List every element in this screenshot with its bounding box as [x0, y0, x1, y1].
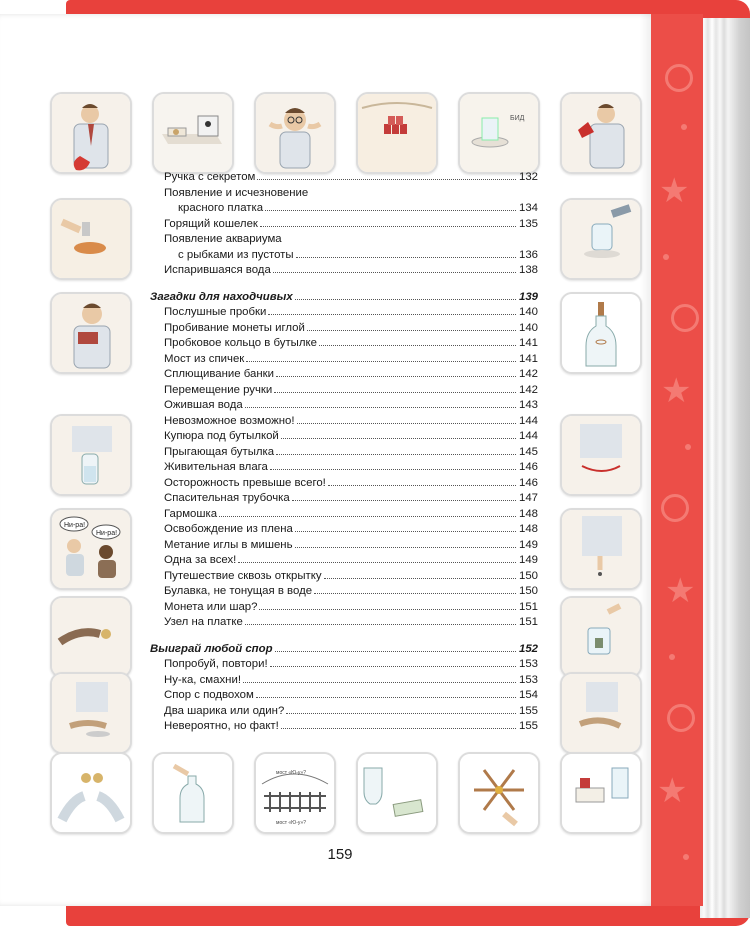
toc-page: 149 [518, 554, 538, 566]
leader-dots [246, 361, 516, 362]
toc-page: 140 [518, 306, 538, 318]
illustration-match-bridge [254, 752, 336, 834]
toc-title: Пробковое кольцо в бутылке [164, 337, 317, 349]
toc-section-heading[interactable] [150, 642, 538, 658]
leader-dots [256, 697, 516, 698]
toc-page: 148 [518, 507, 538, 520]
ring-icon [671, 304, 699, 332]
toc-entry[interactable] [150, 688, 538, 704]
illustration-magician-glasses [254, 92, 336, 174]
dot-icon [681, 124, 687, 130]
illustration-bottle-spray [152, 752, 234, 834]
toc-page: 145 [518, 445, 538, 458]
star-icon: ★ [659, 171, 690, 211]
ring-icon [667, 704, 695, 732]
leader-dots [238, 562, 516, 563]
toc-title: Гармошка [164, 507, 218, 520]
illustration-magician-point [560, 508, 642, 590]
leader-dots [319, 345, 516, 346]
page-number: 159 [327, 846, 353, 863]
toc-title: Ну-ка, смахни! [164, 673, 241, 686]
star-icon: ★ [661, 371, 692, 411]
section-title: Выиграй любой спор [150, 642, 273, 655]
toc-entry[interactable] [150, 170, 538, 186]
illustration-match-star [458, 752, 540, 834]
toc-page: 141 [518, 337, 538, 349]
toc-entry[interactable] [150, 569, 538, 585]
toc-title: Появление аквариума [164, 233, 282, 245]
illustration-coin-in-glass [560, 596, 642, 678]
toc-title: Булавка, не тонущая в воде [164, 585, 313, 597]
page-edges [700, 18, 750, 918]
toc-page: 151 [518, 616, 538, 628]
toc-title: Ожившая вода [164, 399, 243, 411]
toc-title: Спор с подвохом [164, 689, 254, 701]
toc-page: 144 [518, 430, 538, 442]
leader-dots [270, 469, 516, 470]
dot-icon [663, 254, 669, 260]
toc-title: Узел на платке [164, 616, 243, 628]
toc-title: Освобождение из плена [164, 523, 293, 535]
leader-dots [324, 578, 516, 579]
toc-title: Одна за всех! [164, 554, 237, 566]
toc-page: 135 [518, 217, 538, 230]
toc-entry[interactable] [150, 429, 538, 445]
leader-dots [296, 257, 516, 258]
toc-entry[interactable] [150, 201, 538, 217]
toc-title: Сплющивание банки [164, 368, 274, 380]
toc-entry[interactable] [150, 352, 538, 368]
leader-dots [292, 500, 516, 501]
toc-page: 147 [518, 492, 538, 504]
toc-page: 132 [518, 171, 538, 183]
toc-page: 146 [518, 461, 538, 473]
toc-entry[interactable] [150, 336, 538, 352]
leader-dots [295, 531, 516, 532]
leader-dots [281, 728, 516, 729]
toc-entry[interactable] [150, 476, 538, 492]
toc-title: Невероятно, но факт! [164, 720, 279, 732]
leader-dots [260, 226, 516, 227]
toc-page: 150 [518, 585, 538, 597]
leader-dots [328, 485, 516, 486]
leader-dots [243, 682, 516, 683]
toc-entry[interactable] [150, 460, 538, 476]
toc-entry[interactable] [150, 263, 538, 279]
toc-page: 136 [518, 248, 538, 261]
toc-entry[interactable] [150, 522, 538, 538]
toc-page: 146 [518, 476, 538, 489]
toc-section-heading[interactable] [150, 290, 538, 306]
toc-title: Метание иглы в мишень [164, 538, 293, 551]
section-page: 139 [518, 290, 538, 303]
speech-bubble-1: Ни-ра! [64, 522, 86, 529]
toc-entry[interactable] [150, 414, 538, 430]
leader-dots [274, 392, 516, 393]
section-page: 152 [518, 642, 538, 655]
toc-page: 144 [518, 414, 538, 427]
toc-entry[interactable] [150, 719, 538, 735]
leader-dots [273, 272, 516, 273]
bridge-label-top: мост «Ю-у»? [276, 770, 307, 776]
toc-entry[interactable] [150, 538, 538, 554]
leader-dots [268, 314, 516, 315]
leader-dots [297, 423, 517, 424]
leader-dots [295, 299, 516, 300]
toc-page: 141 [518, 352, 538, 365]
toc-entry[interactable] [150, 704, 538, 720]
illustration-bottle-hand [50, 414, 132, 496]
toc-entry[interactable] [150, 383, 538, 399]
toc-title: Горящий кошелек [164, 217, 258, 230]
dot-icon [669, 654, 675, 660]
illustration-hands-tool [560, 672, 642, 754]
leader-dots [257, 179, 516, 180]
toc-entry[interactable] [150, 367, 538, 383]
toc-page: 153 [518, 658, 538, 670]
toc-title: Ручка с секретом [164, 171, 256, 183]
toc-page: 155 [518, 720, 538, 732]
speech-bubble-2: Ни-ра! [96, 530, 118, 537]
toc-title: Испарившаяся вода [164, 264, 271, 276]
toc-title: Послушные пробки [164, 306, 267, 318]
toc-entry[interactable] [150, 321, 538, 337]
toc-title: Купюра под бутылкой [164, 430, 279, 442]
toc-title: красного платка [178, 202, 264, 214]
leader-dots [281, 438, 516, 439]
toc-page: 134 [518, 202, 538, 214]
toc-entry[interactable] [150, 657, 538, 673]
toc-page: 151 [518, 600, 538, 613]
toc-title: Монета или шар? [164, 600, 258, 613]
leader-dots [295, 547, 516, 548]
star-icon: ★ [665, 571, 696, 611]
toc-entry[interactable] [150, 600, 538, 616]
illustration-two-people-talking [50, 508, 132, 590]
toc-entry[interactable] [150, 398, 538, 414]
toc-title: Осторожность превыше всего! [164, 476, 326, 489]
toc-title: Живительная влага [164, 461, 268, 473]
toc-title: с рыбками из пустоты [178, 248, 294, 261]
illustration-bottle-banknote [356, 752, 438, 834]
illustration-magician-red-cloth [560, 92, 642, 174]
leader-dots [270, 666, 516, 667]
glass-label: БИД [510, 115, 525, 122]
toc-entry[interactable] [150, 491, 538, 507]
table-of-contents [150, 170, 538, 735]
illustration-glass-on-plate [458, 92, 540, 174]
toc-entry[interactable] [150, 615, 538, 631]
toc-entry-line1[interactable] [150, 186, 538, 202]
toc-page: 140 [518, 321, 538, 334]
ring-icon [661, 494, 689, 522]
ring-icon [665, 64, 693, 92]
illustration-glass-matchboxes [560, 752, 642, 834]
bridge-label-bottom: мост «Ю-у»? [276, 820, 307, 826]
leader-dots [314, 593, 516, 594]
toc-entry[interactable] [150, 673, 538, 689]
leader-dots [286, 713, 516, 714]
toc-entry[interactable] [150, 217, 538, 233]
dot-icon [685, 444, 691, 450]
illustration-burning-wallet [50, 198, 132, 280]
leader-dots [276, 376, 516, 377]
toc-page: 149 [518, 538, 538, 551]
toc-page: 142 [518, 383, 538, 396]
decorative-strip [651, 14, 703, 906]
toc-page: 142 [518, 368, 538, 380]
toc-entry-line1[interactable] [150, 232, 538, 248]
leader-dots [259, 609, 516, 610]
leader-dots [219, 516, 516, 517]
toc-title: Путешествие сквозь открытку [164, 569, 322, 582]
leader-dots [265, 210, 516, 211]
toc-title: Два шарика или один? [164, 704, 285, 717]
toc-entry[interactable] [150, 507, 538, 523]
section-title: Загадки для находчивых [150, 290, 293, 303]
leader-dots [307, 330, 516, 331]
toc-title: Невозможное возможно! [164, 414, 295, 427]
toc-entry[interactable] [150, 305, 538, 321]
star-icon: ★ [657, 771, 688, 811]
illustration-hands-string [560, 414, 642, 496]
toc-page: 154 [518, 689, 538, 701]
toc-entry[interactable] [150, 248, 538, 264]
toc-page: 138 [518, 264, 538, 276]
illustration-hands-coins [50, 596, 132, 678]
toc-title: Мост из спичек [164, 352, 245, 365]
illustration-hands-balls [50, 752, 132, 834]
toc-title: Попробуй, повтори! [164, 658, 268, 670]
toc-page: 143 [518, 399, 538, 411]
toc-title: Спасительная трубочка [164, 492, 290, 504]
toc-entry[interactable] [150, 584, 538, 600]
illustration-magician-handkerchief [50, 92, 132, 174]
illustration-spoon-hand [50, 672, 132, 754]
toc-entry[interactable] [150, 445, 538, 461]
illustration-match-boxes [152, 92, 234, 174]
toc-page: 148 [518, 523, 538, 535]
leader-dots [245, 624, 516, 625]
leader-dots [276, 454, 516, 455]
toc-title: Прыгающая бутылка [164, 445, 275, 458]
toc-entry[interactable] [150, 553, 538, 569]
illustration-cups-on-table [356, 92, 438, 174]
illustration-bottle-cork-ring [560, 292, 642, 374]
toc-title: Появление и исчезновение [164, 186, 309, 199]
illustration-magician-reading [50, 292, 132, 374]
toc-page: 155 [518, 704, 538, 717]
toc-title: Пробивание монеты иглой [164, 321, 305, 334]
illustration-jar-with-fish [560, 198, 642, 280]
toc-page: 150 [518, 569, 538, 582]
leader-dots [245, 407, 516, 408]
leader-dots [275, 651, 516, 652]
toc-title: Перемещение ручки [164, 383, 273, 396]
toc-page: 153 [518, 673, 538, 686]
dot-icon [683, 854, 689, 860]
